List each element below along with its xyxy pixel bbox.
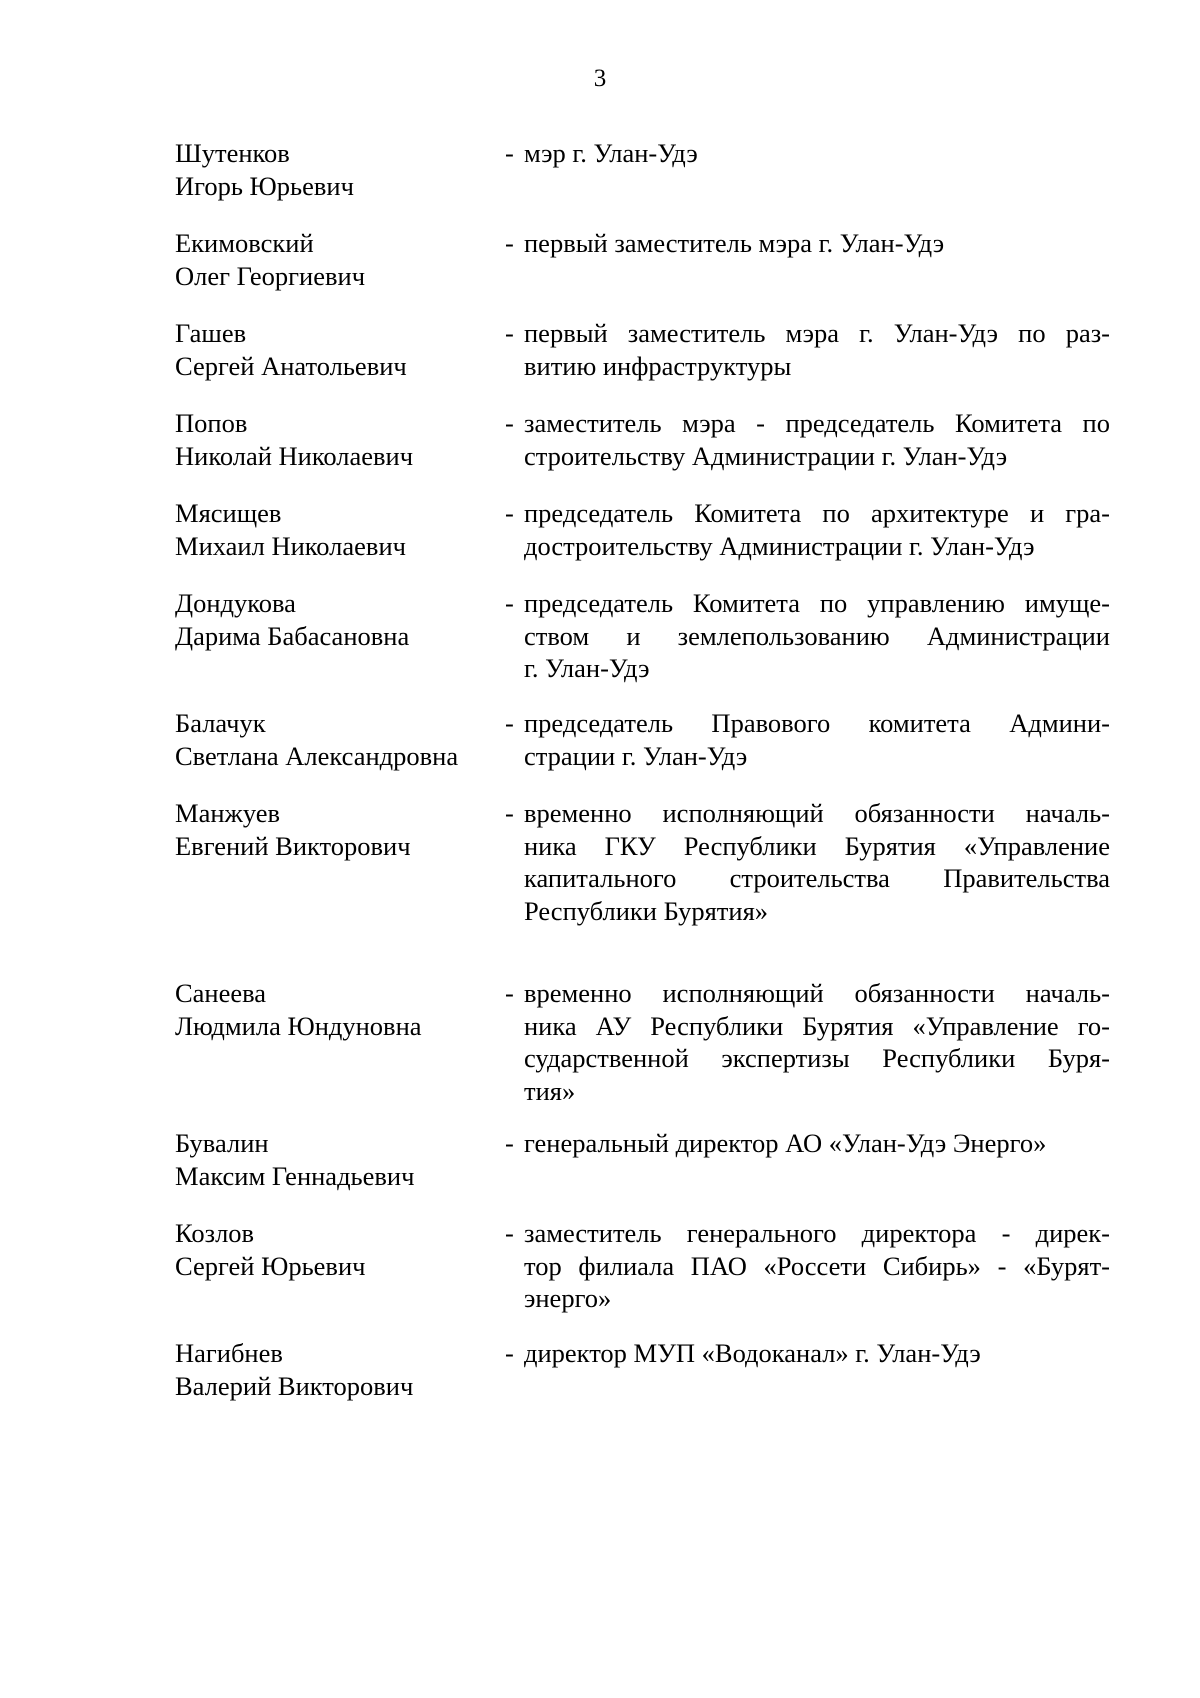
given-names: Максим Геннадьевич (175, 1160, 415, 1191)
position-description (524, 407, 1110, 472)
person-name (175, 1127, 485, 1192)
person-name (175, 797, 485, 862)
given-names: Дарима Бабасановна (175, 620, 410, 651)
position-line: заместитель генерального директора - дирек- (524, 1218, 1110, 1248)
position-line: ника ГКУ Республики Бурятия «Управление (524, 830, 1110, 861)
given-names: Михаил Николаевич (175, 530, 406, 561)
position-line: строительству Администрации г. Улан-Удэ (524, 440, 1008, 471)
surname: Манжуев (175, 798, 280, 828)
position-description (524, 977, 1110, 1107)
surname: Шутенков (175, 138, 290, 168)
surname: Санеева (175, 978, 267, 1008)
surname: Бувалин (175, 1128, 269, 1158)
dash-separator: - (505, 318, 514, 348)
dash-separator: - (505, 798, 514, 828)
position-description (524, 227, 1110, 260)
dash-separator: - (505, 228, 514, 258)
position-description (524, 707, 1110, 772)
person-name (175, 587, 485, 652)
position-line: ника АУ Республики Бурятия «Управление го- (524, 1010, 1110, 1041)
person-name (175, 707, 485, 772)
position-line: капитального строительства Правительства (524, 863, 1110, 893)
position-description (524, 137, 1110, 170)
person-name (175, 407, 485, 472)
position-line: страции г. Улан-Удэ (524, 740, 748, 771)
given-names: Людмила Юндуновна (175, 1010, 422, 1041)
given-names: Сергей Юрьевич (175, 1250, 366, 1281)
dash-separator: - (505, 1218, 514, 1248)
dash-separator: - (505, 408, 514, 438)
page-number: 3 (593, 65, 607, 92)
dash-separator: - (505, 1128, 514, 1158)
person-name (175, 1217, 485, 1282)
position-line: первый заместитель мэра г. Улан-Удэ (524, 228, 945, 258)
given-names: Евгений Викторович (175, 830, 411, 861)
surname: Мясищев (175, 498, 282, 528)
surname: Козлов (175, 1218, 255, 1248)
position-line: тор филиала ПАО «Россети Сибирь» - «Бурят- (524, 1250, 1110, 1281)
dash-separator: - (505, 978, 514, 1008)
position-description (524, 587, 1110, 685)
dash-separator: - (505, 1338, 514, 1368)
position-line: ством и землепользованию Администрации (524, 620, 1110, 651)
dash-separator: - (505, 708, 514, 738)
position-line: достроительству Администрации г. Улан-Удэ (524, 530, 1035, 561)
given-names: Валерий Викторович (175, 1370, 414, 1401)
dash-separator: - (505, 588, 514, 618)
position-line: генеральный директор АО «Улан-Удэ Энерго» (524, 1128, 1047, 1158)
position-line: Республики Бурятия» (524, 895, 769, 926)
given-names: Олег Георгиевич (175, 260, 366, 291)
position-description (524, 1337, 1110, 1370)
person-name (175, 977, 485, 1042)
position-line: временно исполняющий обязанности началь- (524, 798, 1110, 828)
position-line: председатель Правового комитета Админи- (524, 708, 1110, 738)
person-name (175, 1337, 485, 1402)
position-line: первый заместитель мэра г. Улан-Удэ по раз- (524, 318, 1110, 348)
given-names: Сергей Анатольевич (175, 350, 407, 381)
surname: Екимовский (175, 228, 314, 258)
given-names: Светлана Александровна (175, 740, 459, 771)
position-description (524, 497, 1110, 562)
given-names: Николай Николаевич (175, 440, 414, 471)
position-description (524, 317, 1110, 382)
surname: Попов (175, 408, 248, 438)
person-name (175, 227, 485, 292)
position-line: заместитель мэра - председатель Комитета по (524, 408, 1110, 438)
position-line: тия» (524, 1075, 576, 1106)
position-line: энерго» (524, 1283, 612, 1313)
dash-separator: - (505, 138, 514, 168)
person-name (175, 497, 485, 562)
position-line: мэр г. Улан-Удэ (524, 138, 698, 168)
position-line: председатель Комитета по управлению имуще- (524, 588, 1110, 618)
surname: Гашев (175, 318, 247, 348)
position-line: директор МУП «Водоканал» г. Улан-Удэ (524, 1338, 981, 1368)
surname: Дондукова (175, 588, 296, 618)
given-names: Игорь Юрьевич (175, 170, 354, 201)
surname: Нагибнев (175, 1338, 283, 1368)
position-description (524, 797, 1110, 927)
position-line: сударственной экспертизы Республики Буря- (524, 1043, 1110, 1073)
position-line: временно исполняющий обязанности началь- (524, 978, 1110, 1008)
dash-separator: - (505, 498, 514, 528)
position-line: витию инфраструктуры (524, 350, 792, 381)
position-line: председатель Комитета по архитектуре и гра- (524, 498, 1110, 528)
person-name (175, 137, 485, 202)
position-description (524, 1217, 1110, 1315)
position-line: г. Улан-Удэ (524, 653, 650, 683)
surname: Балачук (175, 708, 266, 738)
person-name (175, 317, 485, 382)
position-description (524, 1127, 1110, 1160)
